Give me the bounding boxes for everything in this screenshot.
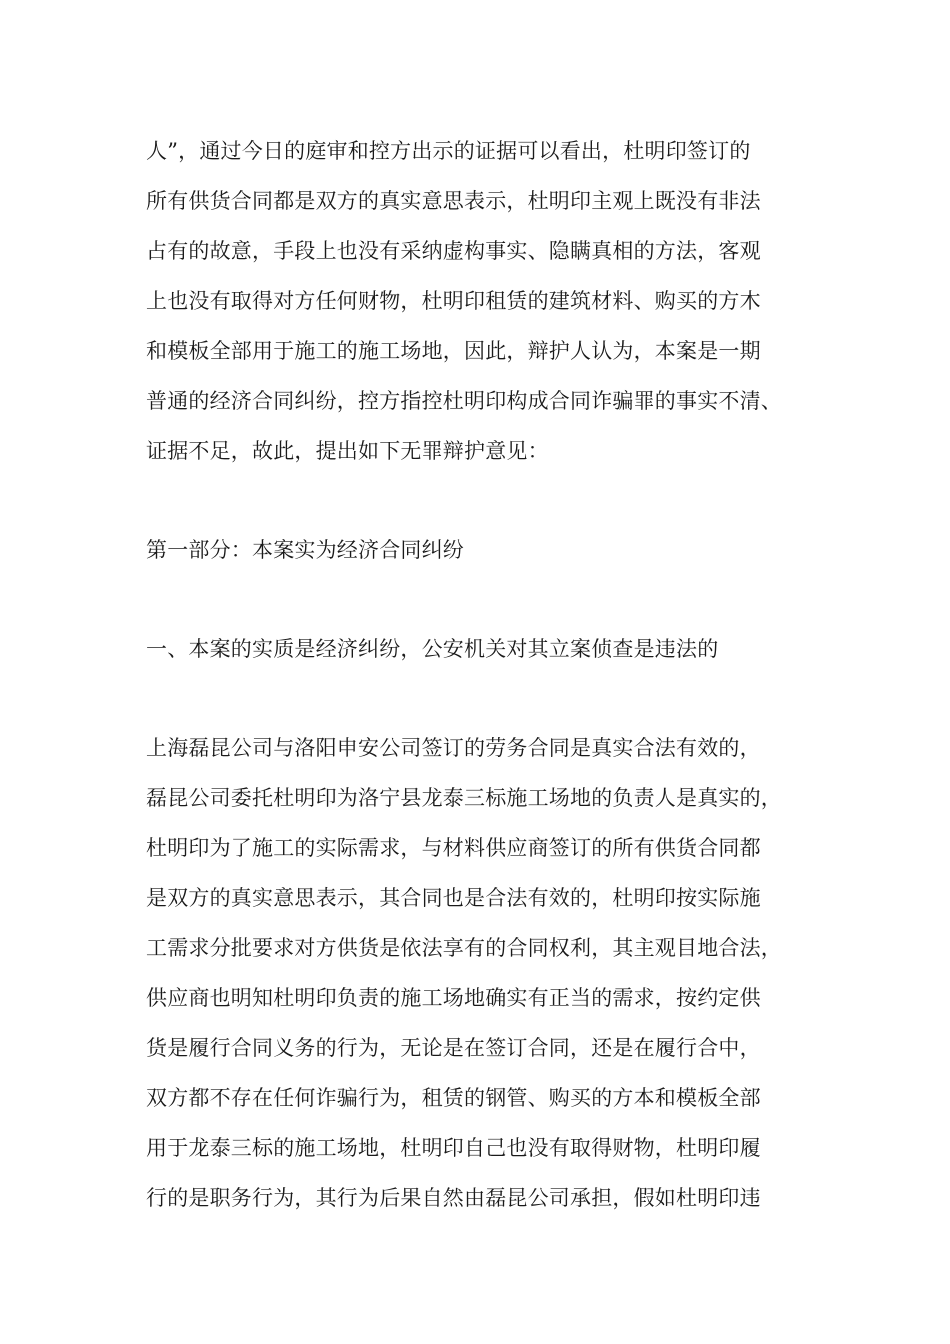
paragraph-1-line: 所有供货合同都是双方的真实意思表示，杜明印主观上既没有非法 <box>146 189 761 213</box>
paragraph-2-line: 用于龙泰三标的施工场地，杜明印自己也没有取得财物，杜明印履 <box>146 1136 761 1160</box>
paragraph-2-line: 双方都不存在任何诈骗行为，租赁的钢管、购买的方本和模板全部 <box>146 1086 761 1110</box>
paragraph-2-line: 工需求分批要求对方供货是依法享有的合同权利，其主观目地合法， <box>146 936 782 960</box>
paragraph-2-line: 磊昆公司委托杜明印为洛宁县龙泰三标施工场地的负责人是真实的， <box>146 786 782 810</box>
part-heading: 第一部分：本案实为经济合同纠纷 <box>146 538 464 562</box>
paragraph-1-line: 和模板全部用于施工的施工场地，因此，辩护人认为，本案是一期 <box>146 339 761 363</box>
paragraph-1-line: 普通的经济合同纠纷，控方指控杜明印构成合同诈骗罪的事实不清、 <box>146 389 782 413</box>
paragraph-1-line: 上也没有取得对方任何财物，杜明印租赁的建筑材料、购买的方木 <box>146 289 761 313</box>
paragraph-1-line: 占有的故意，手段上也没有采纳虚构事实、隐瞒真相的方法，客观 <box>146 239 761 263</box>
paragraph-2-line: 供应商也明知杜明印负责的施工场地确实有正当的需求，按约定供 <box>146 986 761 1010</box>
paragraph-1-line: 人”，通过今日的庭审和控方出示的证据可以看出，杜明印签订的 <box>146 139 751 163</box>
paragraph-2-line: 杜明印为了施工的实际需求，与材料供应商签订的所有供货合同都 <box>146 836 761 860</box>
paragraph-2-line: 上海磊昆公司与洛阳申安公司签订的劳务合同是真实合法有效的， <box>146 736 761 760</box>
paragraph-2-line: 行的是职务行为，其行为后果自然由磊昆公司承担，假如杜明印违 <box>146 1186 761 1210</box>
section-heading: 一、本案的实质是经济纠纷，公安机关对其立案侦查是违法的 <box>146 637 719 661</box>
paragraph-2-line: 货是履行合同义务的行为，无论是在签订合同，还是在履行合中， <box>146 1036 761 1060</box>
paragraph-1-line: 证据不足，故此，提出如下无罪辩护意见： <box>146 439 549 463</box>
paragraph-2-line: 是双方的真实意思表示，其合同也是合法有效的，杜明印按实际施 <box>146 886 761 910</box>
